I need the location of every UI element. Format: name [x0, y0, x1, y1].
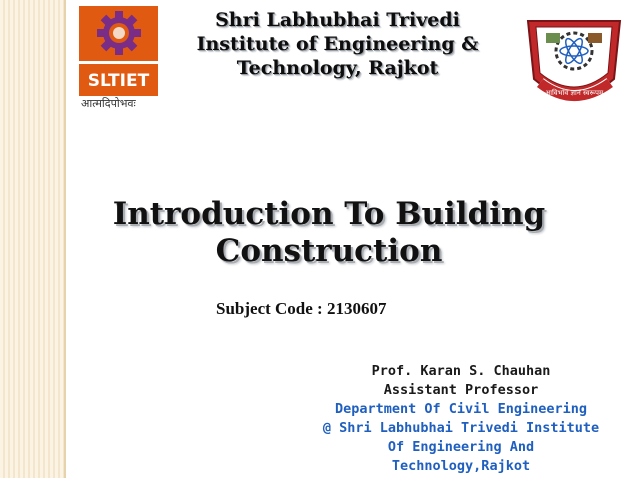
author-affiliation: Of Engineering And [387, 439, 535, 455]
author-affiliation: Technology,Rajkot [391, 458, 531, 474]
university-seal-logo [518, 3, 631, 115]
sltiet-logo [79, 6, 158, 96]
svg-text:SLTIET: SLTIET [87, 71, 150, 91]
author-block [300, 362, 622, 476]
institute-title-line: Institute of Engineering & [196, 33, 479, 55]
institute-title-line: Technology, Rajkot [236, 57, 439, 79]
gear-icon [97, 11, 141, 55]
institute-title-line: Shri Labhubhai Trivedi [215, 9, 460, 31]
title-line: Construction [215, 233, 443, 269]
institute-title [165, 8, 510, 80]
author-affiliation: @ Shri Labhubhai Trivedi Institute [322, 420, 600, 436]
institute-motto: आत्मदिपोभवः [81, 97, 136, 110]
author-designation: Assistant Professor [383, 382, 539, 398]
author-department: Department Of Civil Engineering [335, 401, 587, 417]
left-decorative-band [0, 0, 64, 478]
title-line: Introduction To Building [112, 196, 546, 232]
subject-code: Subject Code : 2130607 [216, 299, 387, 318]
band-divider [64, 0, 66, 478]
presentation-title [84, 196, 574, 270]
author-name: Prof. Karan S. Chauhan [371, 363, 551, 379]
seal-motto: आविर्भाव ज्ञान स्वरूपम् [544, 89, 604, 97]
